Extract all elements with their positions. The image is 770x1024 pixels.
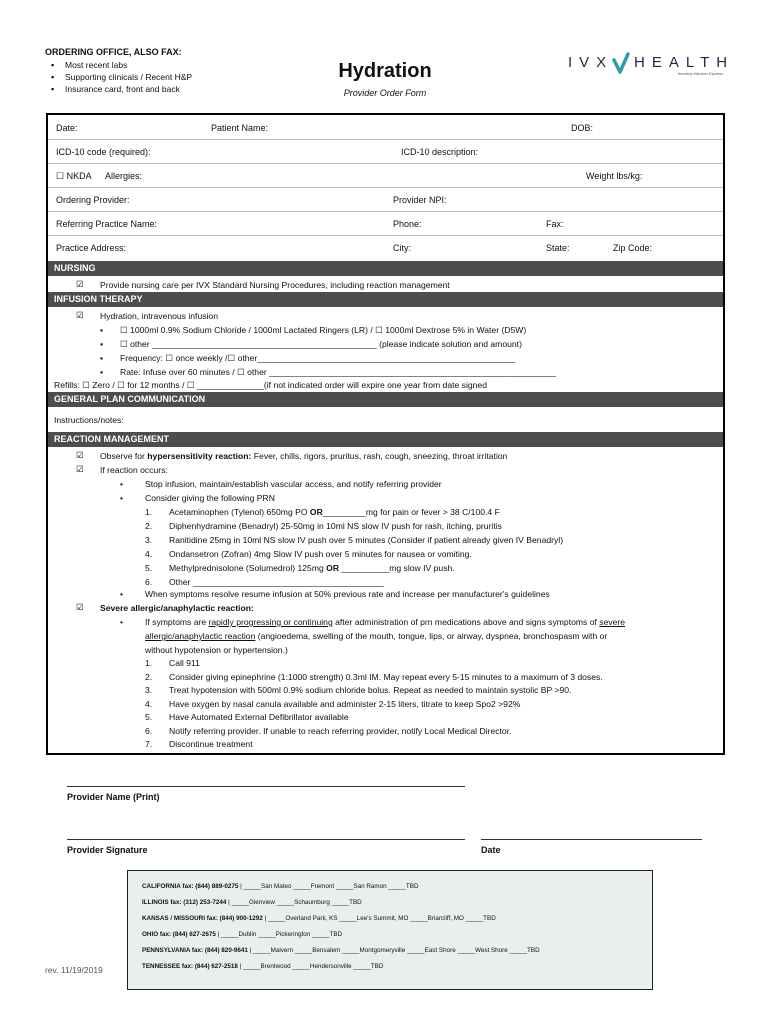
- contact-ohio[interactable]: OHIO fax: (844) 627-2675 | _____Dublin _____Pickerington _____TBD: [142, 931, 343, 938]
- ivx-health-logo: [568, 52, 735, 78]
- row-provider: [48, 187, 723, 212]
- nkda-checkbox[interactable]: ☐ NKDA: [56, 171, 92, 181]
- prn-item: Ranitidine 25mg in 10ml NS slow IV push over 5 minutes (Consider if patient already given IV Benadryl): [169, 535, 564, 545]
- severe-heading: Severe allergic/anaphylactic reaction:: [100, 603, 254, 613]
- row-referring: [48, 211, 723, 236]
- revision-date: rev. 11/19/2019: [45, 965, 103, 975]
- list-item: ▪ Insurance card, front and back: [45, 83, 192, 95]
- nursing-header: NURSING: [48, 261, 723, 276]
- step-item: Have oxygen by nasal canula available and administer 2-15 liters, titrate to keep Spo2 >92%: [169, 698, 521, 709]
- state-label[interactable]: State:: [546, 243, 570, 253]
- prn-number: 4.: [145, 549, 153, 559]
- prn-item: Other ________________________________________: [169, 577, 385, 587]
- contact-kansas-missouri[interactable]: KANSAS / MISSOURI fax: (844) 900-1292 | _____Overland Park, KS _____Lee's Summit, MO _____Briarcliff, MO _____TBD: [142, 915, 496, 922]
- provider-name-label: Provider Name (Print): [67, 792, 160, 802]
- zip-label[interactable]: Zip Code:: [613, 243, 653, 253]
- step-number: 5.: [145, 712, 153, 722]
- step-number: 1.: [145, 658, 153, 668]
- list-item: ▪ Most recent labs: [45, 59, 192, 71]
- order-form: [46, 113, 725, 755]
- date-label[interactable]: Date:: [56, 123, 78, 133]
- bullet-dot: •: [120, 479, 124, 489]
- ordering-provider-label[interactable]: Ordering Provider:: [56, 195, 130, 205]
- stop-infusion-text: Stop infusion, maintain/establish vascular access, and notify referring provider: [145, 479, 442, 489]
- prn-item: Ondansetron (Zofran) 4mg Slow IV push over 5 minutes for nausea or vomiting.: [169, 549, 472, 559]
- logo-ivx: IVX: [568, 54, 614, 71]
- severe-text-line2: allergic/anaphylactic reaction (angioedema, swelling of the mouth, tongue, lips, or airway, dyspnea, bronchospasm with or: [145, 631, 608, 641]
- provider-signature-label: Provider Signature: [67, 845, 148, 855]
- solution-other[interactable]: ☐ other _______________________________________________ (please indicate solution and amount): [120, 339, 522, 349]
- page-title: Hydration: [338, 60, 432, 82]
- severe-text-line1: If symptoms are rapidly progressing or continuing after administration of prn medications above and signs symptoms of severe: [145, 617, 626, 627]
- nursing-item: Provide nursing care per IVX Standard Nursing Procedures, including reaction management: [100, 280, 450, 290]
- instructions-label[interactable]: Instructions/notes:: [54, 415, 124, 425]
- icd-code-label[interactable]: ICD-10 code (required):: [56, 147, 151, 157]
- allergies-label[interactable]: Allergies:: [105, 171, 143, 181]
- solution-options[interactable]: ☐ 1000ml 0.9% Sodium Chloride / 1000ml Lactated Ringers (LR) / ☐ 1000ml Dextrose 5% in Water (D5W): [120, 325, 527, 335]
- prn-item: Diphenhydramine (Benadryl) 25-50mg in 10ml NS slow IV push for rash, itching, pruritis: [169, 521, 502, 531]
- step-item: Treat hypotension with 500ml 0.9% sodium chloride bolus. Repeat as needed to maintain systolic BP >90.: [169, 685, 572, 695]
- infusion-item: Hydration, intravenous infusion: [100, 311, 218, 321]
- city-label[interactable]: City:: [393, 243, 411, 253]
- patient-name-label[interactable]: Patient Name:: [211, 123, 269, 133]
- step-item: Consider giving epinephrine (1:1000 strength) 0.3ml IM. May repeat every 5-15 minutes to a maximum of 3 doses.: [169, 671, 603, 682]
- row-allergies: [48, 163, 723, 188]
- bullet-dot: ▪: [100, 339, 104, 349]
- row-date: [48, 115, 723, 140]
- step-number: 3.: [145, 685, 153, 695]
- consider-prn-text: Consider giving the following PRN: [145, 493, 275, 503]
- list-item: ▪ Supporting clinicals / Recent H&P: [45, 71, 192, 83]
- provider-signature-line[interactable]: [67, 839, 465, 840]
- step-item: Have Automated External Defibrillator available: [169, 712, 349, 722]
- date-line[interactable]: [481, 839, 702, 840]
- row-icd: [48, 139, 723, 164]
- step-item: Discontinue treatment: [169, 739, 253, 749]
- provider-npi-label[interactable]: Provider NPI:: [393, 195, 447, 205]
- logo-tagline: formerly Infusion Express: [678, 71, 724, 76]
- ordering-office-list: [45, 59, 192, 95]
- bullet-dot: ▪: [100, 353, 104, 363]
- frequency-options[interactable]: Frequency: ☐ once weekly /☐ other______________________________________________________: [120, 353, 516, 363]
- resume-infusion-text: When symptoms resolve resume infusion at 50% previous rate and increase per manufacturer's guidelines: [145, 589, 550, 599]
- step-number: 6.: [145, 725, 153, 736]
- severe-checkbox[interactable]: [76, 601, 84, 613]
- bullet-dot: •: [120, 617, 124, 627]
- dob-label[interactable]: DOB:: [571, 123, 594, 133]
- phone-label[interactable]: Phone:: [393, 219, 422, 229]
- check-logo-icon: [612, 52, 630, 74]
- if-occurs-checkbox[interactable]: [76, 463, 84, 475]
- step-item: Notify referring provider. If unable to reach referring provider, notify Local Medical Director.: [169, 725, 512, 736]
- if-occurs-text: If reaction occurs:: [100, 465, 168, 475]
- provider-name-line[interactable]: [67, 786, 465, 787]
- bullet-dot: ▪: [100, 367, 104, 377]
- observe-checkbox[interactable]: [76, 449, 84, 461]
- office-contacts-box: [127, 870, 653, 990]
- bullet-dot: •: [120, 589, 124, 599]
- prn-number: 6.: [145, 577, 153, 587]
- contact-pennsylvania[interactable]: PENNSYLVANIA fax: (844) 820-9641 | _____Malvern _____Bensalem _____Montgomeryville _____East Shore _____West Shore _____TBD: [142, 947, 540, 954]
- refills-options[interactable]: Refills: ☐ Zero / ☐ for 12 months / ☐ ______________(if not indicated order will expire one year from date signed: [54, 380, 487, 390]
- prn-item: Methylprednisolone (Solumedrol) 125mg OR __________mg slow IV push.: [169, 563, 455, 573]
- prn-number: 2.: [145, 521, 153, 531]
- weight-label[interactable]: Weight lbs/kg:: [586, 171, 643, 181]
- step-number: 7.: [145, 739, 153, 749]
- prn-number: 5.: [145, 563, 153, 573]
- infusion-checkbox[interactable]: [76, 309, 84, 321]
- plan-header: GENERAL PLAN COMMUNICATION: [48, 392, 723, 407]
- contact-california[interactable]: CALIFORNIA fax: (844) 889-0275 | _____San Mateo _____Fremont _____San Ramon _____TBD: [142, 883, 419, 890]
- row-address: [48, 235, 723, 259]
- observe-text: Observe for hypersensitivity reaction: Fever, chills, rigors, pruritus, rash, cough, sneezing, throat irritation: [100, 451, 508, 461]
- icd-description-label[interactable]: ICD-10 description:: [401, 147, 479, 157]
- contact-tennessee[interactable]: TENNESSEE fax: (844) 627-2518 | _____Brentwood _____Hendersonville _____TBD: [142, 963, 384, 970]
- severe-text-line3: without hypotension or hypertension.): [145, 645, 288, 655]
- prn-number: 1.: [145, 507, 153, 517]
- fax-label[interactable]: Fax:: [546, 219, 564, 229]
- step-number: 4.: [145, 698, 153, 709]
- step-number: 2.: [145, 671, 153, 682]
- rate-options[interactable]: Rate: Infuse over 60 minutes / ☐ other ____________________________________________________________: [120, 367, 556, 377]
- step-item: Call 911: [169, 658, 200, 668]
- infusion-header: INFUSION THERAPY: [48, 292, 723, 307]
- bullet-dot: ▪: [100, 325, 104, 335]
- nursing-checkbox[interactable]: [76, 278, 84, 290]
- ordering-office-title: ORDERING OFFICE, ALSO FAX:: [45, 47, 182, 57]
- practice-address-label[interactable]: Practice Address:: [56, 243, 127, 253]
- reaction-header: REACTION MANAGEMENT: [48, 432, 723, 447]
- prn-item: Acetaminophen (Tylenol) 650mg PO OR_________mg for pain or fever > 38 C/100.4 F: [169, 507, 500, 517]
- bullet-dot: •: [120, 493, 124, 503]
- date-signature-label: Date: [481, 845, 501, 855]
- prn-number: 3.: [145, 535, 153, 545]
- contact-illinois[interactable]: ILLINOIS fax: (312) 253-7244 | _____Glenview _____Schaumburg _____TBD: [142, 899, 362, 906]
- referring-practice-label[interactable]: Referring Practice Name:: [56, 219, 158, 229]
- page-subtitle: Provider Order Form: [343, 88, 427, 98]
- logo-health: HEALTH: [634, 54, 735, 71]
